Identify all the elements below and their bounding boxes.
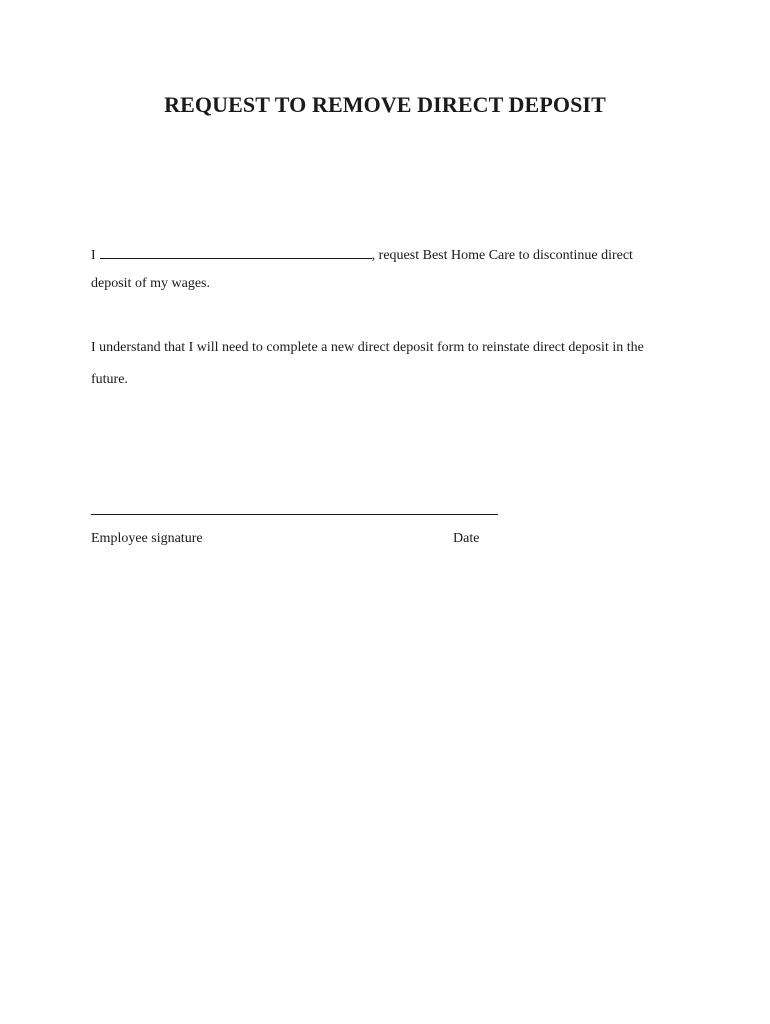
signature-line[interactable] <box>91 514 498 515</box>
request-lead-text: I <box>91 248 96 263</box>
employee-name-blank[interactable] <box>100 246 372 259</box>
request-paragraph-line1 <box>91 246 633 264</box>
employee-signature-label: Employee signature <box>91 531 203 546</box>
document-title: REQUEST TO REMOVE DIRECT DEPOSIT <box>164 92 606 117</box>
date-label: Date <box>453 531 480 546</box>
acknowledgement-paragraph-line1: I understand that I will need to complete a new direct deposit form to reinstate direct deposit in the <box>91 340 644 355</box>
acknowledgement-paragraph-line2: future. <box>91 372 128 387</box>
request-continuation-text: , request Best Home Care to discontinue direct <box>371 248 633 263</box>
request-paragraph-line2: deposit of my wages. <box>91 276 210 291</box>
